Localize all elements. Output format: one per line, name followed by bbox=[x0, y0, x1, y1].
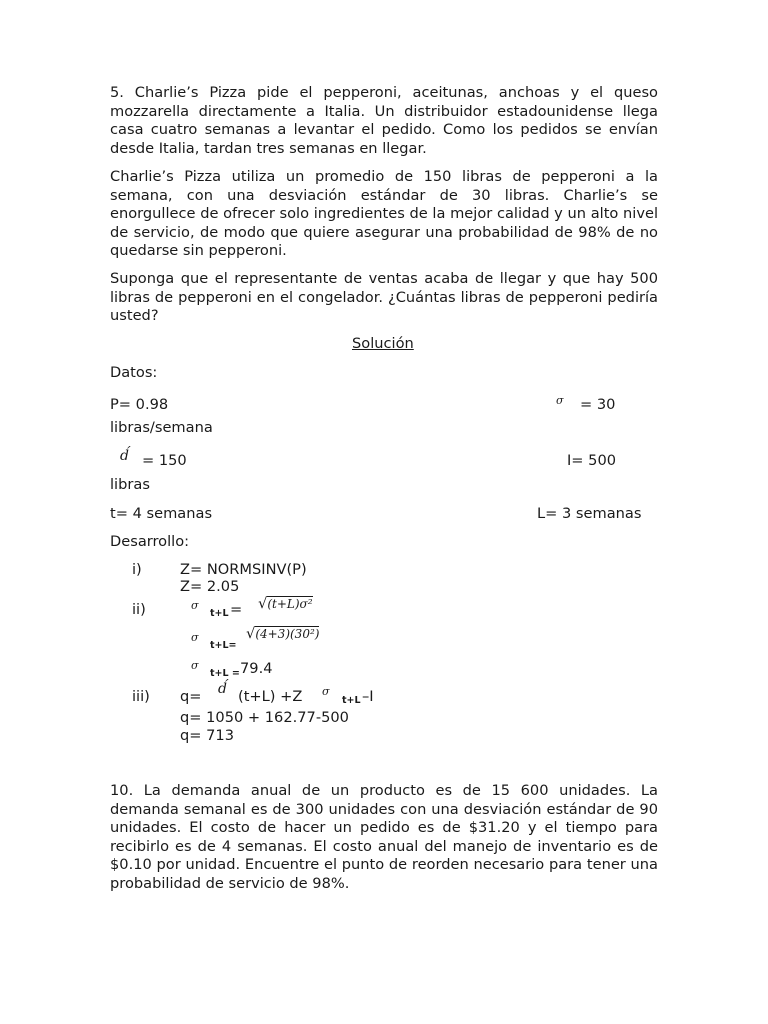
step-iii-marker: iii) bbox=[132, 688, 150, 705]
lead-time-value: L= 3 semanas bbox=[537, 505, 642, 522]
z-value: Z= 2.05 bbox=[180, 578, 240, 595]
t-value: t= 4 semanas bbox=[110, 505, 213, 522]
d-bar-symbol: d́ bbox=[218, 681, 227, 697]
q-calculation: q= 1050 + 162.77-500 bbox=[180, 709, 349, 726]
subscript-t-plus-l: t+L bbox=[342, 695, 361, 706]
radical-icon: √ bbox=[258, 595, 268, 612]
step-ii-marker: ii) bbox=[132, 601, 146, 618]
problem-5-question: Suponga que el representante de ventas acaba de llegar y que hay 500 libras de pepperoni en el congelador. ¿Cuántas libras de pepperoni pediría usted? bbox=[110, 270, 658, 325]
problem-5-statement: 5. Charlie’s Pizza pide el pepperoni, aceitunas, anchoas y el queso mozzarella directamente a Italia. Un distribuidor estadounidense llega casa cuatro semanas a levantar el pedido. Como los pedidos se envían desde Italia, tardan tres semanas en llegar. bbox=[110, 84, 658, 157]
radical-icon: √ bbox=[246, 625, 256, 642]
inventory-value: I= 500 bbox=[567, 452, 617, 469]
step-i-marker: i) bbox=[132, 561, 142, 578]
q-prefix: q= bbox=[180, 688, 202, 705]
sigma-symbol: σ bbox=[191, 659, 199, 672]
problem-5-data-paragraph: Charlie’s Pizza utiliza un promedio de 150 libras de pepperoni a la semana, con una desviación estándar de 30 libras. Charlie’s se enorgullece de ofrecer solo ingredientes de la mejor calidad y un alto nivel de servicio, de modo que quiere asegurar una probabilidad de 98% de no quedarse sin pepperoni. bbox=[110, 168, 658, 260]
solution-title: Solución bbox=[352, 335, 414, 352]
z-formula: Z= NORMSINV(P) bbox=[180, 561, 307, 578]
sigma-symbol: σ bbox=[556, 394, 564, 407]
sqrt-symbolic-radicand: (t+L)σ² bbox=[267, 597, 313, 611]
p-value: P= 0.98 bbox=[110, 396, 169, 413]
sigma-symbol: σ bbox=[322, 685, 330, 698]
units-libras-semana: libras/semana bbox=[110, 419, 213, 436]
sigma-symbol: σ bbox=[191, 599, 199, 612]
sqrt-numeric-radicand: (4+3)(30²) bbox=[255, 627, 320, 641]
problem-10-statement: 10. La demanda anual de un producto es de 15 600 unidades. La demanda semanal es de 300 unidades con una desviación estándar de 90 unidades. El costo de hacer un pedido es de $31.20 y el tiempo para recibirlo es de 4 semanas. El costo anual del manejo de inventario es de $0.10 por unidad. Encuentre el punto de reorden necesario para tener una probabilidad de servicio de 98%. bbox=[110, 782, 658, 892]
d-bar-symbol: d́ bbox=[120, 448, 129, 464]
sigma-value: = 30 bbox=[580, 396, 616, 413]
sigma-result: 79.4 bbox=[240, 660, 273, 677]
units-libras: libras bbox=[110, 476, 150, 493]
q-result: q= 713 bbox=[180, 727, 234, 744]
subscript-t-plus-l-equals: t+L = bbox=[210, 668, 240, 679]
sqrt-symbolic-formula bbox=[258, 595, 313, 613]
datos-label: Datos: bbox=[110, 364, 158, 381]
subscript-t-plus-l-equals: t+L= bbox=[210, 640, 237, 651]
desarrollo-label: Desarrollo: bbox=[110, 533, 190, 550]
q-formula-middle: (t+L) +Z bbox=[238, 688, 303, 705]
subscript-t-plus-l: t+L bbox=[210, 608, 229, 619]
q-formula-tail: –I bbox=[362, 688, 374, 705]
equals-sign: = bbox=[230, 601, 243, 618]
sigma-symbol: σ bbox=[191, 631, 199, 644]
d-value: = 150 bbox=[142, 452, 187, 469]
sqrt-numeric-formula bbox=[246, 625, 319, 643]
